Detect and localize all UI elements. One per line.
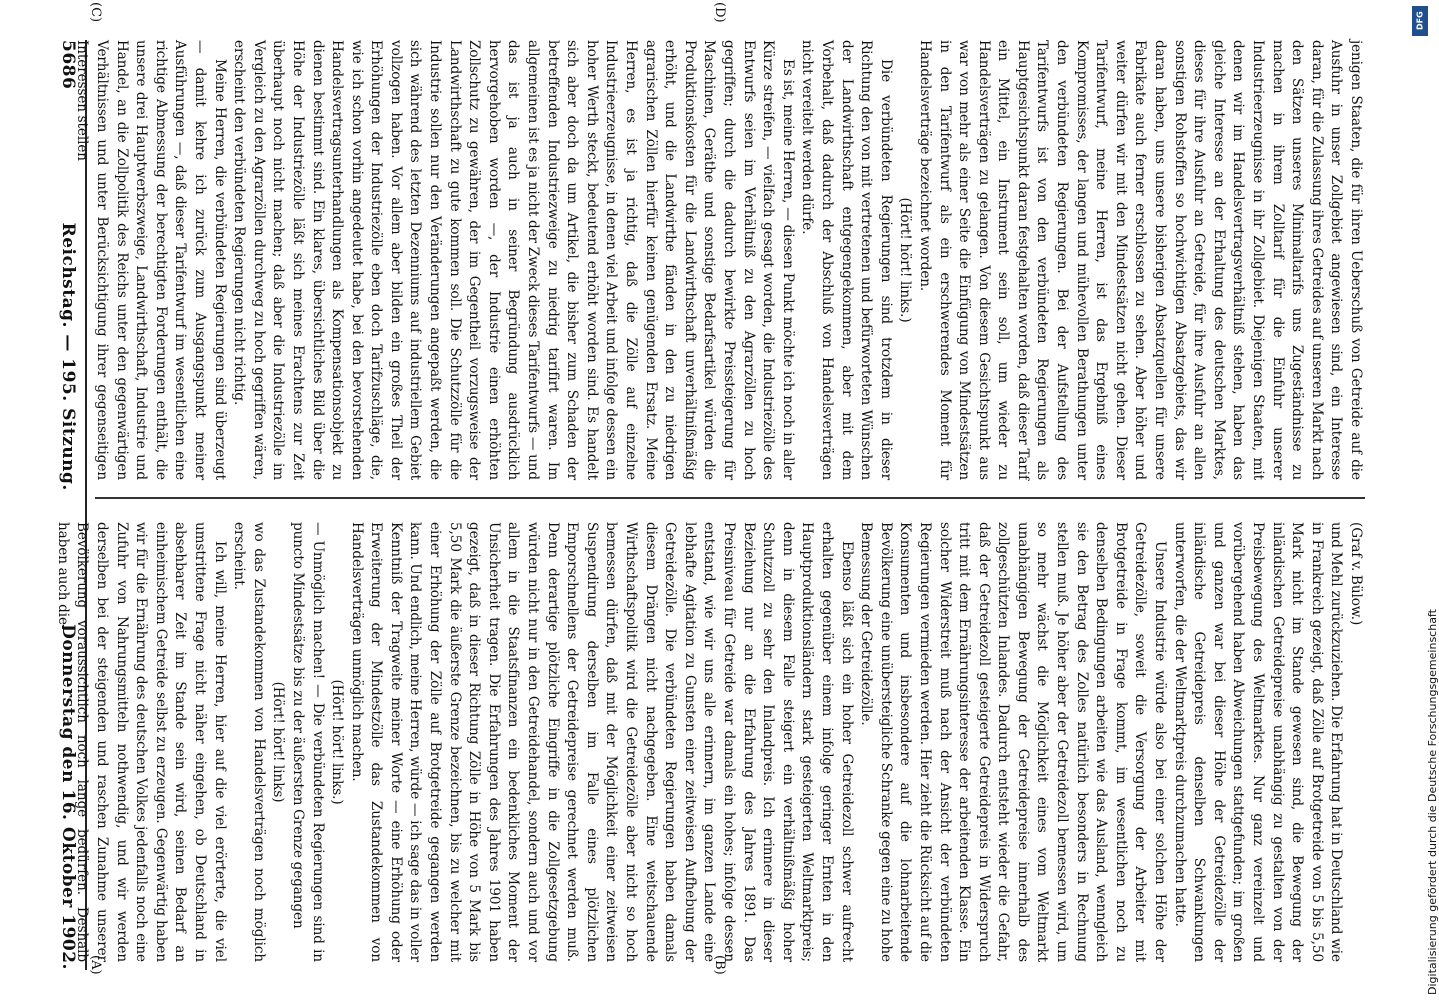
margin-marker-c: (C) — [88, 2, 103, 23]
header-right-title: Donnerstag den 16. Oktober 1902. — [58, 624, 78, 970]
paragraph: wo das Zustandekommen von Handelsverträgen noch möglich erscheint. — [231, 522, 267, 962]
paragraph: Ebenso läßt sich ein hoher Getreidezoll schwer aufrecht erhalten gegenüber einem infolge geringer Ernten in den Hauptproduktionsländern stark gesteigerten Weltmarktpreis; denn in diesem Falle steigert ein verhältnißmäßig hoher Schutzzoll zu sehr den Inlandpreis. Ich erinnere in dieser Beziehung nur an die Erfahrung des Jahres 1891. Das Preisniveau für Getreide war damals ein hohes; infolge dessen entstand, wie wir uns alle erinnern, im ganzen Lande eine lebhafte Agitation zu Gunsten einer zeitweisen Aufhebung der Getreidezölle. Die verbündeten Regierungen haben damals diesem Drängen nicht nachgegeben. Eine weitschauende Wirthschaftspolitik wird die Getreidezölle aber nicht so hoch bemessen dürfen, daß mit der Möglichkeit einer zeitweisen Suspendirung derselben im Falle eines plötzlichen Emporschnellens der Getreidepreise gerechnet werden muß. Denn derartige plötzliche Eingriffe in die Zollgesetzgebung würden nicht nur in den Getreidehandel, sondern auch und vor allem in die Staatsfinanzen ein bedenkliches Moment der Unsicherheit tragen. Die Erfahrungen des Jahres 1901 haben gezeigt, daß in dieser Richtung Zölle in Höhe von 5 Mark bis 5,50 Mark die äußerste Grenze bezeichnen, bis zu welcher mit einer Erhöhung der Zölle auf Brotgetreide gegangen werden kann. Und endlich, meine Herren, würde — ich sage das in voller Kenntniß der Tragweite meiner Worte — eine Erhöhung oder Erweiterung der Mindestzölle das Zustandekommen von Handelsverträgen unmöglich machen. — [348, 522, 855, 962]
paragraph: jenigen Staaten, die für ihren Ueberschuß von Getreide auf die Ausfuhr in unser Zollgebiet angewiesen sind, ein Interesse daran, für die Zulassung ihres Getreides auf unseren Markt nach den Sätzen unseres Minimaltarifs uns Zugeständnisse zu machen in ihrem Zolltarif für die Einfuhr unserer Industrieerzeugnisse in ihr Zollgebiet. Diejenigen Staaten, mit denen wir im Handelsvertragsverhältniß stehen, haben das gleiche Interesse an der Erhaltung des deutschen Marktes, dieses für ihre Ausfuhr an Getreide, für ihre Ausfuhr an allen sonstigen Rohstoffen so hochwichtigen Absatzgebiets, das wir daran haben, uns unsere bisherigen Absatzquellen für unsere Fabrikate auch ferner erschlossen zu sehen. Aber höher und weiter dürfen wir mit den Mindestsätzen nicht gehen. Dieser Tarifentwurf, meine Herren, ist das Ergebniß eines Kompromisses, der langen und mühevollen Berathungen unter den verbündeten Regierungen. Bei der Aufstellung des Tarifentwurfs ist von den verbündeten Regierungen als Hauptgesichtspunkt daran festgehalten worden, daß dieser Tarif ein Mittel, ein Instrument sein soll, um wieder zu Handelsverträgen zu gelangen. Von diesem Gesichtspunkt aus war von mehr als einer Seite die Einfügung von Mindestsätzen in den Tarifentwurf als ein erschwerendes Moment für Handelsverträge bezeichnet worden. — [916, 40, 1364, 480]
speaker-label: (Graf v. Bülow.) — [1348, 522, 1364, 626]
paragraph: Ich will, meine Herren, hier auf die viel erörterte, die viel umstrittene Frage nicht näher eingehen, ob Deutschland in absehbarer Zeit im Stande sein wird, seinen Bedarf an einheimischem Getreide selbst zu erzeugen. Gegenwärtig haben wir für die Ernährung des deutschen Volkes jedenfalls noch eine Zufuhr von Nahrungsmitteln nothwendig, und wir werden derselben bei der steigenden und raschen Zunahme unserer Bevölkerung voraussichtlich noch lange bedürfen. Deshalb haben auch die- — [54, 522, 228, 962]
margin-marker-a: (A) — [88, 955, 103, 975]
margin-marker-b: (B) — [712, 955, 727, 975]
interjection: (Hört! hört! links.) — [329, 679, 346, 805]
column-divider — [95, 497, 1365, 499]
paragraph: Unsere Industrie würde also bei einer solchen Höhe der Getreidezölle, soweit die Versorgung der Arbeiter mit Brotgetreide in Frage kommt, im wesentlichen noch zu denselben Bedingungen arbeiten wie das Ausland, wenngleich sie den Betrag des Zolles natürlich besonders in Rechnung stellen muß. Je höher aber der Getreidezoll bemessen wird, um so mehr wächst die Möglichkeit eines vom Weltmarkt unabhängigen Bewegung der Getreidepreise innerhalb des zollgeschützten Inlandes. Dadurch entsteht wieder die Gefahr, daß der Getreidezoll gesteigerte Getreidepreis in Widerspruch tritt mit dem Ernährungsinteresse der arbeitenden Klasse. Ein solcher Widerstreit muß nach der Ansicht der verbündeten Regierungen vermieden werden. Hier zieht die Rücksicht auf die Konsumenten und insbesondere auf die lohnarbeitende Bevölkerung eine unübersteigliche Schranke gegen eine zu hohe Bemessung der Getreidezölle. — [858, 522, 1169, 962]
interjection: (Hört! hört! links.) — [897, 197, 914, 323]
paragraph: Es ist, meine Herren, — diesen Punkt möchte ich noch in aller Kürze streifen, — vielfach gesagt worden, die Industriezölle des Entwurfs seien im Verhältniß zu den Agrarzöllen zu hoch gegriffen; durch die dadurch bewirkte Preissteigerung für Maschinen, Geräthe und sonstige Bedarfsartikel würden die Produktionskosten für die Landwirthschaft unverhältnißmäßig erhöht, und die Landwirthe fänden in den zu niedrigen agrarischen Zöllen hierfür keinen genügenden Ersatz. Meine Herren, es ist ja richtig, daß die Zölle auf einzelne Industrieerzeugnisse, in denen viel Arbeit und infolge dessen ein hoher Werth steckt, bedeutend erhöht worden sind. Es handelt sich aber doch da um Artikel, die bisher zum Schaden der betreffenden Industriezweige zu niedrig tarifirt waren. Im allgemeinen ist es ja nicht der Zweck dieses Tarifentwurfs — und das ist ja auch in seiner Begründung ausdrücklich hervorgehoben worden —, der Industrie einen erhöhten Zollschutz zu gewähren, der im Gegentheil vorzugsweise der Landwirthschaft zu gute kommen soll. Die Schutzzölle für die Industrie sollen nur den Veränderungen angepaßt werden, die sich während des letzten Dezenniums auf industriellem Gebiet vollzogen haben. Vor allem aber bilden ein großes Theil der Erhöhungen der Industriezölle eben doch Tarifzuschläge, die, wie ich schon vorhin angedeutet habe, bei den bevorstehenden Handelsvertragsunterhandlungen als Kompensationsobjekt zu dienen bestimmt sind. Ein klares, übersichtliches Bild über die Höhe der Industriezölle läßt sich meines Erachtens zur Zeit überhaupt noch nicht machen; daß aber die Industriezölle im Vergleich zu den Agrarzöllen durchweg zu hoch gegriffen wären, erscheint den verbündeten Regierungen nicht richtig. — [231, 40, 796, 480]
interjection: (Hört! hört! links) — [270, 681, 287, 803]
paragraph: und Mehl zurückzuziehen. Die Erfahrung hat in Deutschland wie in Frankreich gezeigt, daß Zölle auf Brotgetreide von 5 bis 5,50 Mark nicht im Stande gewesen sind, die Bewegung der inländischen Getreidepreise unabhängig zu gestalten von der Preisbewegung des Weltmarktes. Nur ganz vereinzelt und vorübergehend haben Abweichungen stattgefunden; im großen und ganzen war bei dieser Höhe der Getreidezölle der inländische Getreidepreis denselben Schwankungen unterworfen, die der Weltmarktpreis durchzumachen hatte. — [1171, 522, 1345, 962]
text-column-right — [74, 40, 1365, 480]
dfg-logo-icon: DFG — [1412, 6, 1428, 36]
paragraph: Die verbündeten Regierungen sind trotzdem in dieser Richtung den von mit vertretenen und befürworteten Wünschen der Landwirthschaft entgegengekommen, aber mit dem Vorbehalt, daß dadurch der Abschluß von Handelsverträgen nicht vereitelt werden dürfe. — [799, 40, 894, 480]
page-number: 5686 — [58, 40, 78, 90]
paragraph: Meine Herren, die verbündeten Regierungen sind überzeugt — damit kehre ich zurück zum Ausgangspunkt meiner Ausführungen —, daß dieser Tarifentwurf im wesentlichen eine richtige Abmessung der berechtigten Forderungen enthält, die unsere drei Hauptwerbszweige, Landwirthschaft, Industrie und Handel, an die Zollpolitik des Reichs unter den gegenwärtigen Verhältnissen und unter Berücksichtigung ihrer gegenseitigen Interessen stellen — [74, 40, 228, 480]
header-left-title: Reichstag. — 195. Sitzung. — [58, 222, 78, 491]
paragraph: — Unmöglich machen! — Die verbündeten Regierungen sind in puncto Mindestsätze bis zu der äußersten Grenze gegangen — [289, 522, 326, 962]
digitization-credit — [1404, 0, 1439, 1000]
rotated-page-content — [25, 0, 1395, 1000]
margin-marker-d: (D) — [712, 2, 727, 23]
credit-text: Digitalisierung gefördert durch die Deutsche Forschungsgemeinschaft — [1426, 609, 1439, 995]
